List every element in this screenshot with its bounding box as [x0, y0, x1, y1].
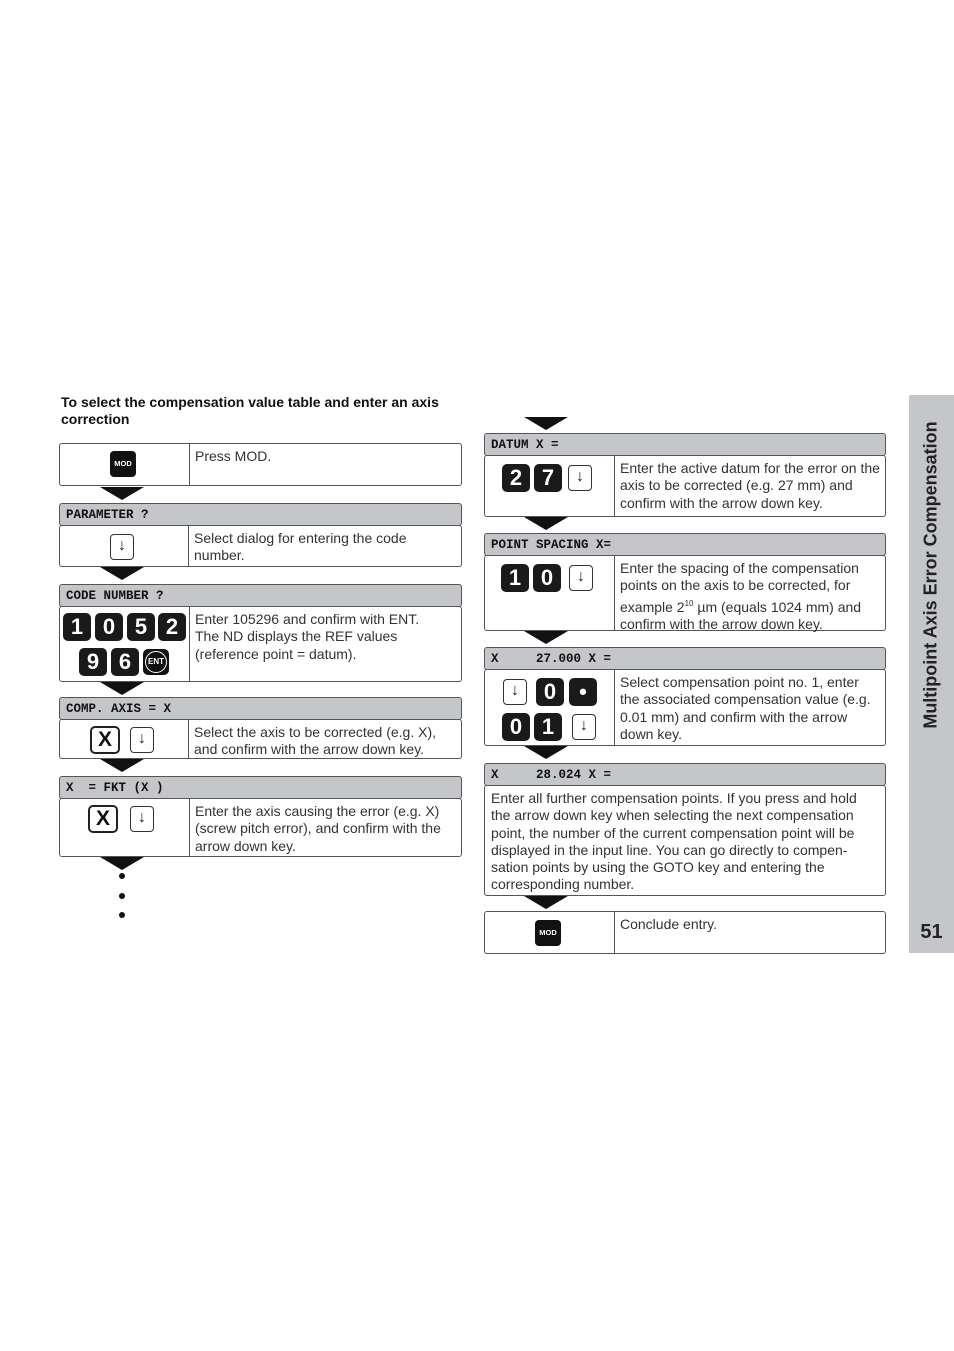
flow-arrow-icon [524, 417, 568, 430]
mod-key-icon: MOD [535, 920, 561, 946]
flow-arrow-icon [524, 517, 568, 530]
digit-key-icon: 6 [111, 648, 139, 676]
digit-key-icon: 0 [95, 613, 123, 641]
flow-arrow-icon [100, 682, 144, 695]
arrow-down-key-icon: ↓ [130, 727, 154, 753]
digit-key-icon: 1 [501, 564, 529, 592]
dialog-prompt: X 27.000 X = [484, 647, 886, 670]
step-description: Enter the axis causing the error (e.g. X) (screw pitch error), and confirm with the arrow down key. [195, 803, 441, 854]
step-conclude [484, 911, 886, 954]
step-fkt [59, 798, 462, 857]
dialog-prompt: DATUM X = [484, 433, 886, 456]
arrow-down-key-icon: ↓ [503, 679, 527, 705]
flow-arrow-icon [100, 487, 144, 500]
chapter-title: Multipoint Axis Error Compensation [920, 421, 941, 729]
x-axis-key-icon: X [90, 726, 120, 754]
arrow-down-key-icon: ↓ [572, 714, 596, 740]
dialog-prompt: X = FKT (X ) [59, 776, 462, 799]
digit-key-icon: 2 [502, 464, 530, 492]
digit-key-icon: 9 [79, 648, 107, 676]
continuation-dot [119, 893, 125, 899]
step-description: Select dialog for entering the code number. [194, 530, 407, 564]
step-description: Select the axis to be corrected (e.g. X), and confirm with the arrow down key. [194, 724, 437, 758]
continuation-dot [119, 873, 125, 879]
flow-arrow-icon [100, 567, 144, 580]
digit-key-icon: 7 [534, 464, 562, 492]
step-description: Press MOD. [195, 448, 272, 464]
page-number: 51 [920, 921, 943, 943]
step-description: Select compensation point no. 1, enter the associated compensation value (e.g. 0.01 mm) and confirm with the arrow down key. [620, 674, 871, 742]
step-datum [484, 455, 886, 517]
dialog-prompt: COMP. AXIS = X [59, 697, 462, 720]
digit-key-icon: 0 [502, 713, 530, 741]
step-description: Enter all further compensation points. If you press and hold the arrow down key when selecting the next compensation point, the number of the current compensation point will be displayed in the input line. You can go directly to compen-sation points by using the GOTO key and entering the corresponding number. [491, 790, 857, 893]
flow-arrow-icon [100, 857, 144, 870]
digit-key-icon: 1 [63, 613, 91, 641]
arrow-down-key-icon: ↓ [110, 534, 134, 560]
dialog-prompt: POINT SPACING X= [484, 533, 886, 556]
continuation-dot [119, 912, 125, 918]
ent-key-icon: ENT [143, 649, 169, 675]
step-code-number [59, 606, 462, 682]
flow-arrow-icon [524, 631, 568, 644]
step-comp-point-1 [484, 669, 886, 746]
step-further-points [484, 785, 886, 896]
dialog-prompt: PARAMETER ? [59, 503, 462, 526]
arrow-down-key-icon: ↓ [568, 465, 592, 491]
flow-arrow-icon [100, 759, 144, 772]
digit-key-icon: 5 [127, 613, 155, 641]
step-comp-axis [59, 719, 462, 759]
x-axis-key-icon: X [88, 805, 118, 833]
digit-key-icon: 0 [536, 678, 564, 706]
arrow-down-key-icon: ↓ [130, 806, 154, 832]
step-select-dialog [59, 525, 462, 567]
digit-key-icon: 0 [533, 564, 561, 592]
flow-arrow-icon [524, 896, 568, 909]
dialog-prompt: X 28.024 X = [484, 763, 886, 786]
step-description: Enter the spacing of the compensation points on the axis to be corrected, for example $2^{10}$ µm (equals 1024 mm) and confirm with the arrow down key. [620, 560, 862, 632]
step-description: Enter the active datum for the error on the axis to be corrected (e.g. 27 mm) and confirm with the arrow down key. [620, 460, 880, 511]
step-description: Enter 105296 and confirm with ENT. The ND displays the REF values (reference point = datum). [195, 611, 420, 662]
step-press-mod [59, 443, 462, 486]
step-description: Conclude entry. [620, 916, 718, 932]
section-heading: To select the compensation value table and enter an axis correction [61, 394, 439, 427]
dialog-prompt: CODE NUMBER ? [59, 584, 462, 607]
step-point-spacing [484, 555, 886, 631]
arrow-down-key-icon: ↓ [569, 565, 593, 591]
decimal-point-key-icon: • [569, 678, 597, 706]
digit-key-icon: 2 [158, 613, 186, 641]
chapter-sidebar [909, 395, 954, 953]
flow-arrow-icon [524, 746, 568, 759]
digit-key-icon: 1 [534, 713, 562, 741]
mod-key-icon: MOD [110, 451, 136, 477]
